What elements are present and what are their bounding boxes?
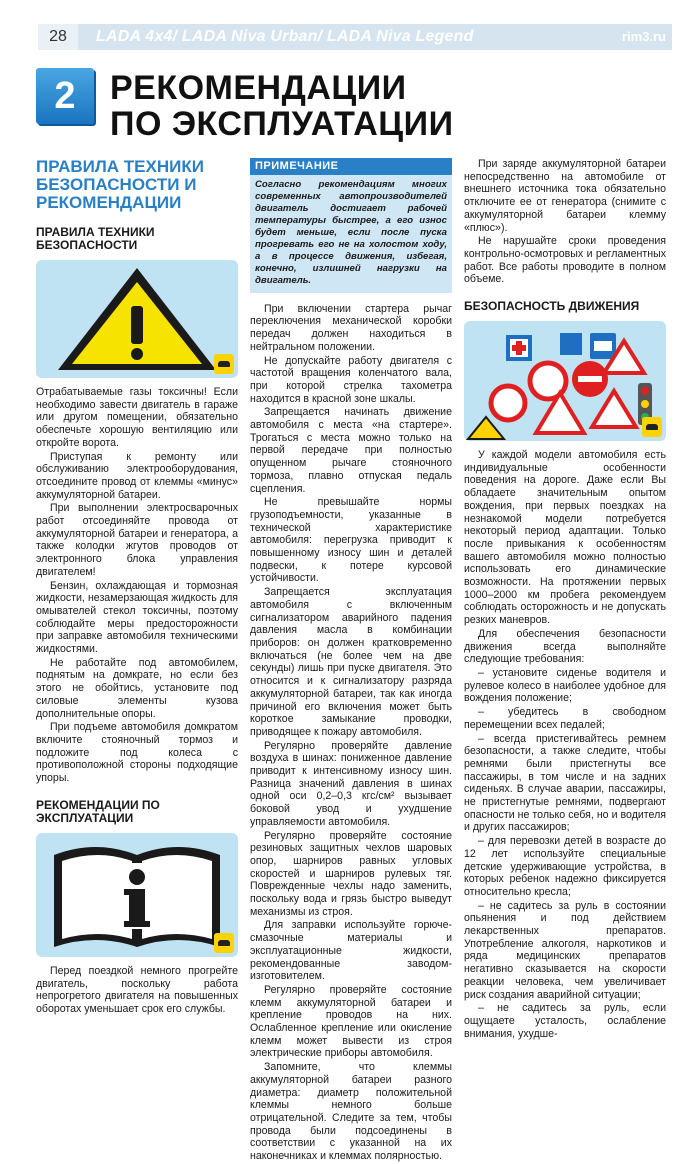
note-text: Согласно рекомендациям многих современных автопроизводителей двигатель достигает рабочей температуры быстрее, а его износ будет меньше, если после пуска прогревать его не на холостом ходу, а в процессе движения, избегая, конечно, излишней нагрузки на двигатель. — [250, 175, 452, 293]
column-3 — [464, 158, 666, 1041]
list-item: – убедитесь в свободном перемещении всех педалей; — [464, 706, 666, 731]
paragraph: Для заправки используйте горюче-смазочные материалы и эксплуатационные жидкости, рекомендованные заводом-изготовителем. — [250, 919, 452, 983]
list-item: – всегда пристегивайтесь ремнем безопасности, а также следите, чтобы ремнями были пристегнуты все пассажиры, в том числе и на задних сиденьях. В случае аварии, пассажиры, не пристегнутые ремнями, подвергают опасности не только себя, но и водителя и других пассажиров; — [464, 732, 666, 834]
subheading-traffic-safety: БЕЗОПАСНОСТЬ ДВИЖЕНИЯ — [464, 299, 640, 314]
paragraph: Бензин, охлаждающая и тормозная жидкости, незамерзающая жидкость для омывателей стекол токсичны, поэтому соблюдайте меры предосторожности при заправке автомобиля техническими жидкостями. — [36, 579, 238, 656]
paragraph: Регулярно проверяйте состояние клемм аккумуляторной батареи и крепление проводов на них. Ослабленное крепление или окисление клемм может вывести из строя электрические приборы автомобиля. — [250, 983, 452, 1060]
paragraph: Регулярно проверяйте давление воздуха в шинах: пониженное давление приводит к интенсивному износу шин. Разница значений давления в шинах одной оси 0,2–0,3 кгс/см² вызывает боковой увод и ухудшение управляемости автомобиля. — [250, 739, 452, 828]
note-title: ПРИМЕЧАНИЕ — [250, 158, 452, 175]
road-signs-icon — [464, 321, 666, 441]
chapter-title — [110, 70, 454, 142]
paragraph: Регулярно проверяйте состояние резиновых защитных чехлов шаровых опор, шарниров равных угловых скоростей и шарниров рулевых тяг. Поврежденные чехлы надо заменить, поскольку вода и грязь быстро выведут механизмы из строя. — [250, 829, 452, 918]
car-icon — [642, 417, 662, 437]
site-link[interactable]: rim3.ru — [621, 29, 666, 44]
header-title: LADA 4x4/ LADA Niva Urban/ LADA Niva Legend — [96, 28, 474, 45]
paragraph: Приступая к ремонту или обслуживанию электрооборудования, отсоедините провод от клеммы «минус» аккумуляторной батареи. — [36, 450, 238, 501]
paragraph: Не нарушайте сроки проведения контрольно-осмотровых и регламентных работ. Все работы проводите в полном объеме. — [464, 235, 666, 286]
paragraph: Запрещается начинать движение автомобиля с места «на стартере». Трогаться с места можно только на первой передаче при полностью опущенном рычаге стояночного тормоза, плавно отпуская педаль сцепления. — [250, 406, 452, 495]
paragraph: Не допускайте работу двигателя с частотой вращения коленчатого вала, при которой стрелка тахометра находится в красной зоне шкалы. — [250, 354, 452, 405]
car-icon — [214, 354, 234, 374]
list-item: – установите сиденье водителя и рулевое колесо в наиболее удобное для вождения положение; — [464, 666, 666, 705]
list-item: – не садитесь за руль в состоянии опьянения и под действием лекарственных препаратов. Употребление алкоголя, наркотиков и ряда медицинских препаратов негативно сказывается на скорости реакции человека, чем увеличивает риск создания аварийной ситуации; — [464, 899, 666, 1001]
chapter-title-line1: РЕКОМЕНДАЦИИ — [110, 69, 407, 107]
paragraph: Не работайте под автомобилем, поднятым на домкрате, но если без этого не обойтись, установите под силовые элементы кузова дополнительные опоры. — [36, 656, 238, 720]
list-item: – не садитесь за руль, если ощущаете усталость, ослабление внимания, ухудше- — [464, 1002, 666, 1040]
paragraph: При выполнении электросварочных работ отсоединяйте провода от аккумуляторной батареи и генератора, а также колодки жгутов проводов от электронного блока управления двигателем! — [36, 502, 238, 578]
paragraph: Отрабатываемые газы токсичны! Если необходимо завести двигатель в гараже или другом помещении, обязательно обеспечьте хорошую вентиляцию или откройте ворота. — [36, 386, 238, 449]
chapter-number-badge: 2 — [36, 68, 94, 124]
paragraph: Не превышайте нормы грузоподъемности, указанные в технической характеристике автомобиля: перегрузка приводит к повышенному износу шин и деталей подвески, к потере курсовой устойчивости. — [250, 496, 452, 585]
subheading-recommendations: РЕКОМЕНДАЦИИ ПО ЭКСПЛУАТАЦИИ — [36, 797, 160, 825]
car-icon — [214, 933, 234, 953]
warning-image — [36, 260, 238, 378]
section-heading: ПРАВИЛА ТЕХНИКИ БЕЗОПАСНОСТИ И РЕКОМЕНДАЦИИ — [36, 157, 204, 212]
paragraph: При заряде аккумуляторной батареи непосредственно на автомобиле от внешнего источника тока обязательно отключите ее от генератора (снимите с аккумуляторной батареи клемму «плюс»). — [464, 158, 666, 234]
subheading-safety-rules: ПРАВИЛА ТЕХНИКИ БЕЗОПАСНОСТИ — [36, 225, 155, 252]
paragraph: Запомните, что клеммы аккумуляторной батареи разного диаметра: диаметр положительной клеммы немного больше отрицательной. Следите за тем, чтобы провода были подсоединены в соответствии с указанной на их наконечниках и клеммах полярностью. — [250, 1061, 452, 1163]
info-book-icon — [36, 833, 238, 957]
warning-triangle-icon — [36, 260, 238, 378]
paragraph: Перед поездкой немного прогрейте двигатель, поскольку работа непрогретого двигателя на повышенных оборотах уменьшает срок его службы. — [36, 964, 238, 1015]
page-header — [38, 24, 672, 50]
column-2 — [250, 158, 452, 1164]
paragraph: При включении стартера рычаг переключения механической коробки передач должен находиться в нейтральном положении. — [250, 302, 452, 353]
paragraph: Для обеспечения безопасности движения всегда выполняйте следующие требования: — [464, 627, 666, 666]
list-item: – для перевозки детей в возрасте до 12 лет используйте специальные детские удерживающие устройства, в которых ребенок надежно фиксируется относительно кресла; — [464, 835, 666, 898]
road-signs-image — [464, 321, 666, 441]
paragraph: При подъеме автомобиля домкратом включите стояночный тормоз и подложите под колеса с противоположной стороны подходящие упоры. — [36, 721, 238, 785]
page-number: 28 — [38, 24, 78, 50]
paragraph: Запрещается эксплуатация автомобиля с включенным сигнализатором аварийного падения давления масла в комбинации приборов: он должен кратковременно включаться (не более чем на две секунды) лишь при пуске двигателя. Это относится и к сигнализатору разряда аккумуляторной батареи, так как иногда причиной его включения может быть короткое замыкание проводки, приводящее к пожару автомобиля. — [250, 586, 452, 738]
column-1 — [36, 158, 238, 1017]
chapter-title-line2: ПО ЭКСПЛУАТАЦИИ — [110, 105, 454, 143]
info-book-image — [36, 833, 238, 957]
paragraph: У каждой модели автомобиля есть индивидуальные особенности поведения на дороге. Даже если Вы обладаете значительным опытом вождения, при первых поездках на незнакомой модели потребуется некоторый период адаптации. Только после привыкания к особенностям вашего автомобиля можно полностью использовать его динамические возможности. На протяжении первых 1000–2000 км пробега рекомендуем соблюдать осторожность и не допускать резких маневров. — [464, 449, 666, 627]
